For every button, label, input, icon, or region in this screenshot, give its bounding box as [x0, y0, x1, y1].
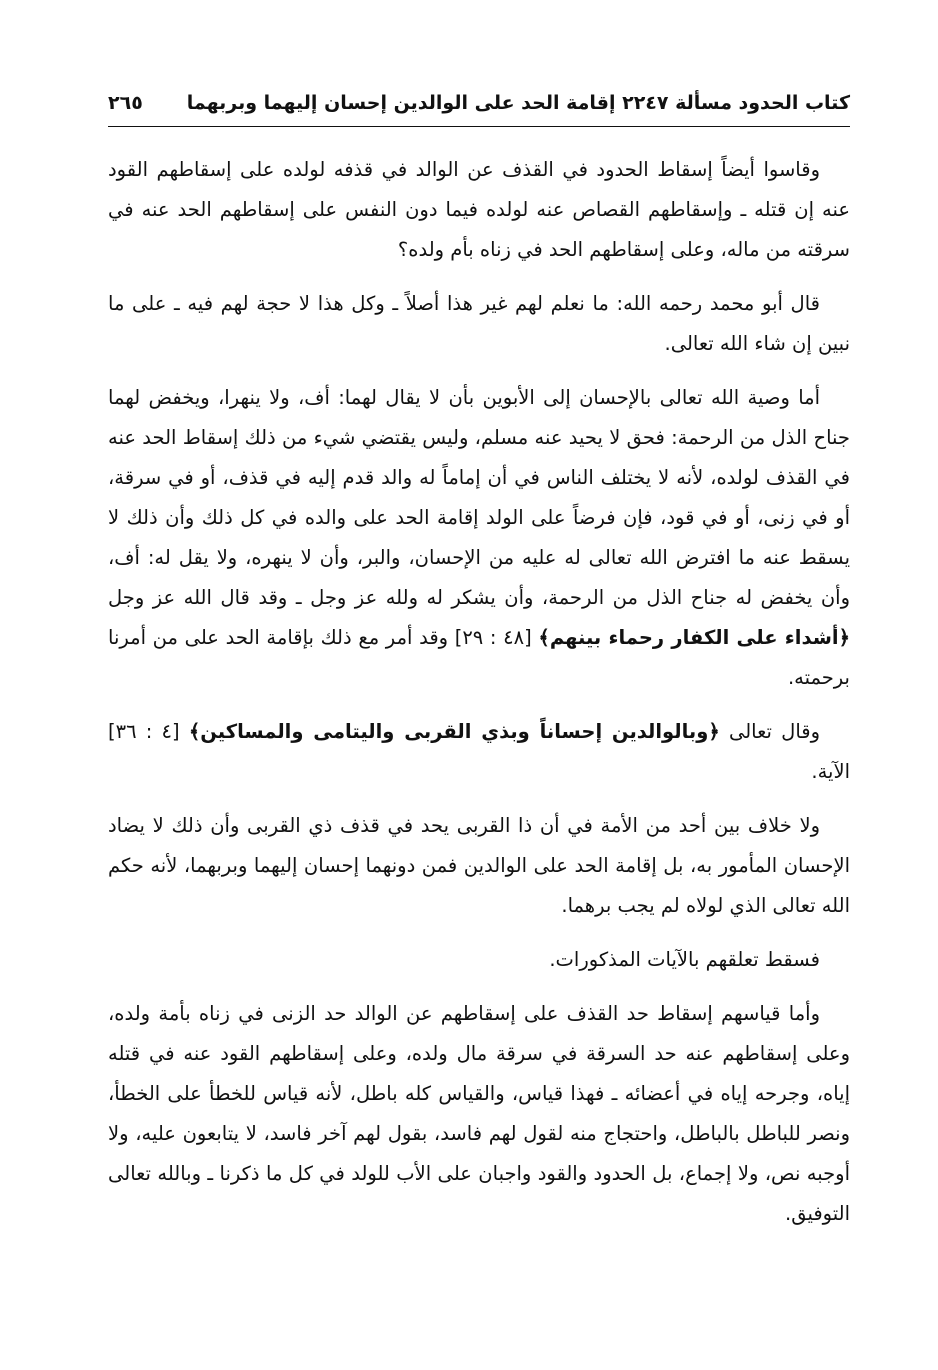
paragraph: وقاسوا أيضاً إسقاط الحدود في القذف عن الوالد في قذفه لولده على إسقاطهم القود عنه إن قتله ـ وإسقاطهم القصاص عنه لولده فيما دون النفس على إسقاطهم الحد عنه في سرقته من ماله، وعلى إسقاطهم الحد في زناه بأم ولده؟	[108, 158, 850, 261]
paragraph	[108, 712, 850, 792]
quran-verse: ﴿أشداء على الكفار رحماء بينهم﴾	[538, 626, 850, 649]
verse-reference: [٤٨ : ٢٩] وقد أمر مع ذلك بإقامة الحد على من أمرنا برحمته.	[108, 626, 850, 689]
paragraph	[108, 378, 850, 698]
verse-reference: [٤ : ٣٦] الآية.	[108, 720, 850, 783]
paragraph: فسقط تعلقهم بالآيات المذكورات.	[549, 948, 820, 971]
paragraph: ولا خلاف بين أحد من الأمة في أن ذا القربى يحد في قذف ذي القربى وأن ذلك لا يضاد الإحسان المأمور به، بل إقامة الحد على الوالدين فمن دونهما إحسان إليهما وبربهما، لأنه حكم الله تعالى الذي لولاه لم يجب برهما.	[108, 814, 850, 917]
running-header	[108, 86, 850, 120]
page-number: ٢٦٥	[108, 92, 143, 114]
paragraph: وأما قياسهم إسقاط حد القذف على إسقاطهم عن الوالد حد الزنى في زناه بأمة ولده، وعلى إسقاطهم عنه حد السرقة في سرقة مال ولده، وعلى إسقاطهم القود عنه في قتله إياه، وجرحه إياه في أعضائه ـ فهذا قياس، والقياس كله باطل، لأنه قياس للخطأ على الخطأ، ونصر للباطل بالباطل، واحتجاج منه لقول لهم فاسد، بقول لهم آخر فاسد، لا يتابعون عليه، ولا أوجبه نص، ولا إجماع، بل الحدود والقود واجبان على الأب للولد في كل ما ذكرنا ـ وبالله تعالى التوفيق.	[108, 1002, 850, 1225]
page-body	[108, 150, 850, 1248]
paragraph-text: وقال تعالى	[719, 720, 821, 743]
quran-verse: ﴿وبالوالدين إحساناً وبذي القربى واليتامى والمساكين﴾	[188, 720, 720, 743]
paragraph-text: أما وصية الله تعالى بالإحسان إلى الأبوين بأن لا يقال لهما: أف، ولا ينهرا، ويخفض لهما جناح الذل من الرحمة: فحق لا يحيد عنه مسلم، وليس يقتضي شيء من ذلك إسقاط الحد عنه في القذف لولده، لأنه لا يختلف الناس في أن إماماً له والد قدم إليه في قذف، أو في سرقة، أو في زنى، أو في قود، فإن فرضاً على الولد إقامة الحد على والده في كل ذلك وأن ذلك لا يسقط عنه ما افترض الله تعالى له عليه من الإحسان، والبر، وأن لا ينهره، ولا يقل له: أف، وأن يخفض له جناح الذل من الرحمة، وأن يشكر له ولله عز وجل ـ وقد قال الله عز وجل	[108, 386, 850, 609]
issue-title: مسألة ٢٢٤٧ إقامة الحد على الوالدين إحسان إليهما وبربهما	[186, 92, 732, 114]
book-title: كتاب الحدود	[738, 92, 850, 114]
header-divider	[108, 126, 850, 127]
paragraph: قال أبو محمد رحمه الله: ما نعلم لهم غير هذا أصلاً ـ وكل هذا لا حجة لهم فيه ـ على ما نبين إن شاء الله تعالى.	[108, 292, 850, 355]
